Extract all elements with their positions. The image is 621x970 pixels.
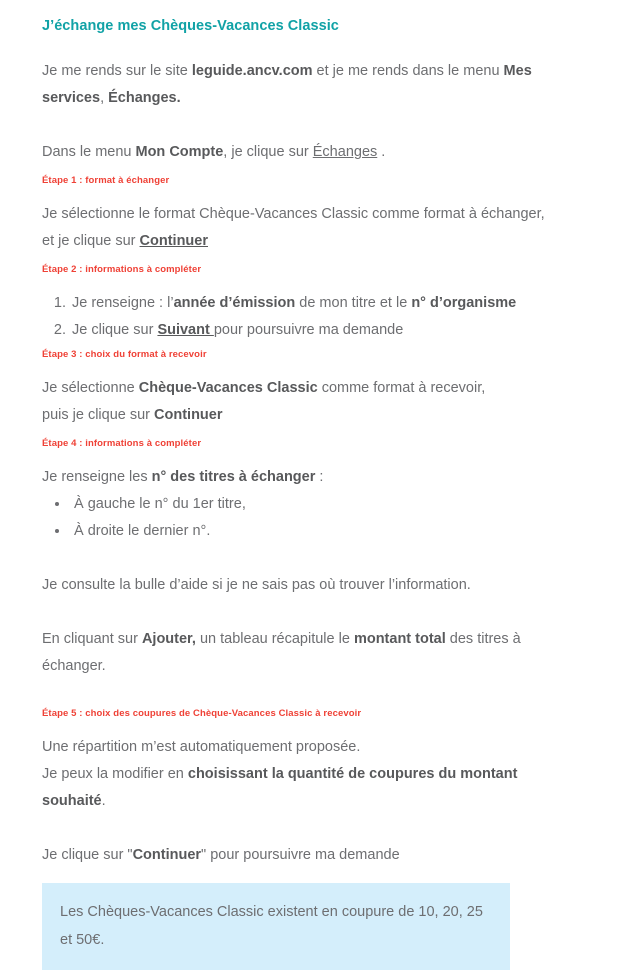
list-item: • À droite le dernier n°. bbox=[70, 518, 579, 545]
step-2-item-1-a: Je renseigne : l’ bbox=[72, 295, 174, 312]
menu-mon-compte: Mon Compte bbox=[135, 144, 224, 161]
summary-text-b: un tableau récapitule le bbox=[195, 631, 354, 648]
list-item bbox=[70, 290, 579, 317]
montant-total: montant total bbox=[353, 631, 446, 648]
spacer bbox=[42, 187, 579, 201]
spacer bbox=[42, 112, 579, 139]
menu-paragraph bbox=[42, 139, 579, 166]
step-2-list bbox=[42, 290, 579, 344]
button-continuer-2[interactable]: Continuer bbox=[154, 407, 223, 424]
final-paragraph bbox=[42, 842, 579, 869]
step-1-label: Étape 1 : format à échanger bbox=[42, 175, 170, 187]
intro-separator: , bbox=[100, 90, 109, 107]
step-1-paragraph-2 bbox=[42, 228, 579, 255]
numeros-titres: n° des titres à échanger bbox=[151, 469, 316, 486]
intro-text-a: Je me rends sur le site bbox=[42, 63, 192, 80]
step-3-text-a: Je sélectionne bbox=[42, 380, 139, 397]
spacer bbox=[42, 680, 579, 707]
menu-text-a: Dans le menu bbox=[42, 144, 136, 161]
list-item: • À gauche le n° du 1er titre, bbox=[70, 491, 579, 518]
step-3-label: Étape 3 : choix du format à recevoir bbox=[42, 349, 207, 361]
step-2-label: Étape 2 : informations à compléter bbox=[42, 264, 202, 276]
step-3-text-c: puis je clique sur bbox=[42, 407, 155, 424]
spacer bbox=[42, 450, 579, 464]
step-4-lead bbox=[42, 464, 579, 491]
spacer bbox=[42, 276, 579, 290]
spacer bbox=[42, 720, 579, 734]
spacer bbox=[42, 35, 579, 58]
step-4-lead-a: Je renseigne les bbox=[42, 469, 152, 486]
step-2-item-2-a: Je clique sur bbox=[72, 322, 158, 339]
spacer bbox=[42, 429, 579, 437]
button-continuer-3[interactable]: Continuer bbox=[132, 847, 202, 864]
step-4-bullets bbox=[42, 491, 579, 545]
spacer bbox=[42, 361, 579, 375]
step-4-label: Étape 4 : informations à compléter bbox=[42, 438, 202, 450]
spacer bbox=[42, 599, 579, 626]
intro-paragraph bbox=[42, 58, 579, 112]
spacer bbox=[42, 255, 579, 263]
final-text-b: " pour poursuivre ma demande bbox=[201, 847, 400, 864]
page-title: J’échange mes Chèques-Vacances Classic bbox=[42, 18, 339, 34]
button-ajouter[interactable]: Ajouter, bbox=[141, 631, 196, 648]
step-4-lead-b: : bbox=[315, 469, 324, 486]
step-1-text: et je clique sur bbox=[42, 233, 140, 250]
spacer bbox=[42, 545, 579, 572]
summary-text-c: des titres à échanger. bbox=[42, 631, 521, 675]
menu-text-b: , je clique sur bbox=[223, 144, 313, 161]
spacer bbox=[42, 815, 579, 842]
format-cheque-vacances-classic: Chèque-Vacances Classic bbox=[138, 380, 318, 397]
link-continuer-1[interactable]: Continuer bbox=[139, 233, 208, 250]
info-callout bbox=[42, 883, 510, 970]
menu-mes-services: Mes services bbox=[42, 63, 532, 107]
step-3-paragraph-1 bbox=[42, 375, 579, 402]
list-item bbox=[70, 317, 579, 344]
step-5-label: Étape 5 : choix des coupures de Chèque-Vacances Classic à recevoir bbox=[42, 708, 362, 720]
site-name: leguide.ancv.com bbox=[191, 63, 313, 80]
annee-emission: année d’émission bbox=[173, 295, 296, 312]
callout-text: Les Chèques-Vacances Classic existent en coupure de 10, 20, 25 et 50€. bbox=[60, 904, 483, 949]
step-1-paragraph-1: Je sélectionne le format Chèque-Vacances Classic comme format à échanger, bbox=[42, 206, 545, 223]
choisir-quantite-coupures: choisissant la quantité de coupures du montant souhaité bbox=[42, 766, 518, 810]
spacer bbox=[42, 166, 579, 174]
summary-paragraph bbox=[42, 626, 579, 680]
step-5-text-b: . bbox=[101, 793, 106, 810]
step-3-paragraph-2 bbox=[42, 402, 579, 429]
step-5-paragraph-1: Une répartition m’est automatiquement proposée. bbox=[42, 739, 361, 756]
step-5-text-a: Je peux la modifier en bbox=[42, 766, 188, 783]
step-2-item-2-b: pour poursuivre ma demande bbox=[213, 322, 404, 339]
menu-text-c: . bbox=[377, 144, 386, 161]
step-3-text-b: comme format à recevoir, bbox=[317, 380, 486, 397]
numero-organisme: n° d’organisme bbox=[411, 295, 517, 312]
step-5-paragraph-2 bbox=[42, 761, 579, 815]
link-echanges[interactable]: Échanges bbox=[312, 144, 378, 161]
step-2-item-1-b: de mon titre et le bbox=[295, 295, 412, 312]
final-text-a: Je clique sur " bbox=[42, 847, 133, 864]
help-bubble-paragraph: Je consulte la bulle d’aide si je ne sais pas où trouver l’information. bbox=[42, 577, 471, 594]
link-suivant[interactable]: Suivant bbox=[157, 322, 214, 339]
summary-text-a: En cliquant sur bbox=[42, 631, 142, 648]
menu-echanges: Échanges. bbox=[108, 90, 181, 107]
intro-text-b: et je me rends dans le menu bbox=[312, 63, 504, 80]
